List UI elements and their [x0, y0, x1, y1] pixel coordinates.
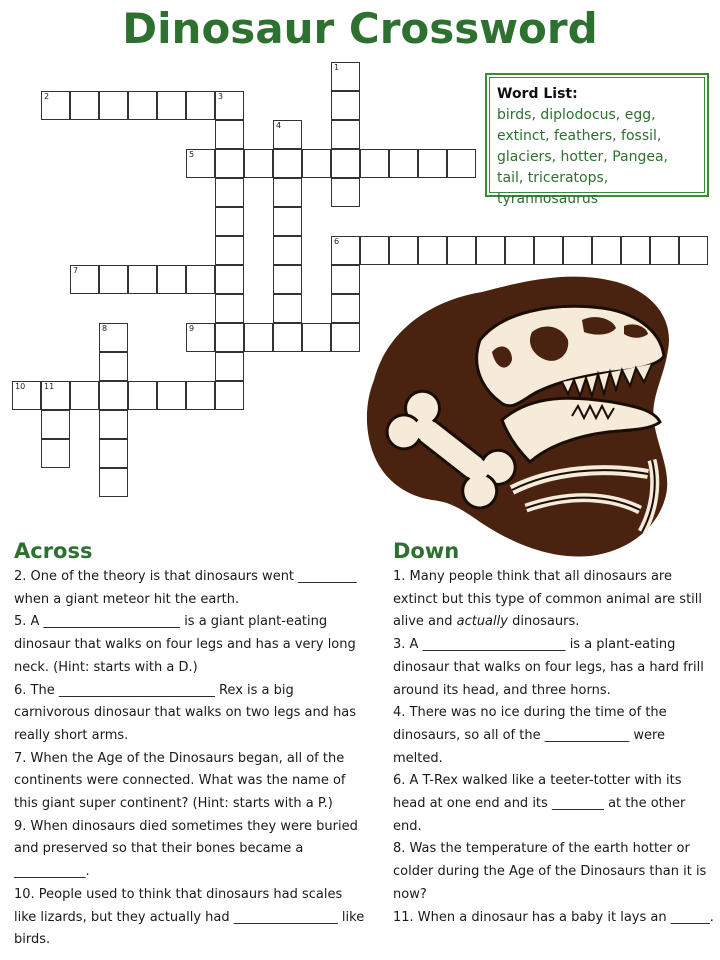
across-clue: 7. When the Age of the Dinosaurs began, all of the continents were connected. What was the name of this giant super continent? (Hint: starts with a P.)	[14, 750, 346, 812]
crossword-cell[interactable]	[186, 381, 215, 410]
crossword-cell[interactable]	[99, 323, 128, 352]
down-heading: Down	[393, 539, 460, 563]
crossword-cell[interactable]	[215, 120, 244, 149]
clue-number: 2	[44, 92, 50, 101]
down-clue: 8. Was the temperature of the earth hotter or colder during the Age of the Dinosaurs than it is now?	[393, 841, 707, 902]
crossword-cell[interactable]	[186, 91, 215, 120]
crossword-cell[interactable]	[476, 236, 505, 265]
across-clue: 5. A _____________________ is a giant plant-eating dinosaur that walks on four legs and has a very long neck. (Hint: starts with a D.)	[14, 614, 356, 675]
page-title: Dinosaur Crossword	[122, 4, 598, 53]
across-clue: 9. When dinosaurs died sometimes they were buried and preserved so that their bones became a ___________.	[14, 818, 358, 880]
crossword-cell[interactable]	[389, 149, 418, 178]
crossword-cell[interactable]	[563, 236, 592, 265]
down-clue	[393, 566, 715, 634]
crossword-cell[interactable]	[273, 149, 302, 178]
word-list-box	[485, 73, 709, 207]
crossword-cell[interactable]	[157, 265, 186, 294]
crossword-cell[interactable]	[99, 381, 128, 410]
crossword-cell[interactable]	[331, 120, 360, 149]
across-clue: 2. One of the theory is that dinosaurs went _________ when a giant meteor hit the earth.	[14, 569, 357, 607]
crossword-cell[interactable]	[592, 236, 621, 265]
crossword-cell[interactable]	[128, 91, 157, 120]
across-clue: 6. The ________________________ Rex is a big carnivorous dinosaur that walks on two legs and has really short arms.	[14, 682, 357, 743]
crossword-cell[interactable]	[331, 91, 360, 120]
crossword-cell[interactable]	[273, 265, 302, 294]
crossword-cell[interactable]	[41, 381, 70, 410]
down-clue-text: dinosaurs.	[507, 614, 580, 630]
crossword-cell[interactable]	[621, 236, 650, 265]
crossword-cell[interactable]	[12, 381, 41, 410]
word-list-words: birds, diplodocus, egg, extinct, feathers, fossil, glaciers, hotter, Pangea, tail, triceratops, tyrannosaurus	[497, 107, 668, 207]
across-clue: 10. People used to think that dinosaurs had scales like lizards, but they actually had ________________ like birds.	[14, 886, 365, 948]
crossword-cell[interactable]	[389, 236, 418, 265]
clue-number: 9	[189, 324, 195, 333]
crossword-cell[interactable]	[99, 352, 128, 381]
crossword-cell[interactable]	[273, 178, 302, 207]
crossword-cell[interactable]	[447, 236, 476, 265]
clue-number: 4	[276, 121, 282, 130]
crossword-cell[interactable]	[215, 236, 244, 265]
crossword-cell[interactable]	[331, 265, 360, 294]
clue-number: 7	[73, 266, 79, 275]
crossword-cell[interactable]	[534, 236, 563, 265]
crossword-cell[interactable]	[244, 149, 273, 178]
crossword-cell[interactable]	[273, 120, 302, 149]
crossword-cell[interactable]	[302, 149, 331, 178]
across-heading: Across	[14, 539, 93, 563]
clue-number: 8	[102, 324, 108, 333]
crossword-cell[interactable]	[273, 236, 302, 265]
crossword-cell[interactable]	[447, 149, 476, 178]
crossword-cell[interactable]	[331, 236, 360, 265]
crossword-cell[interactable]	[360, 149, 389, 178]
clue-number: 1	[334, 63, 340, 72]
crossword-cell[interactable]	[99, 91, 128, 120]
crossword-cell[interactable]	[186, 149, 215, 178]
crossword-cell[interactable]	[215, 294, 244, 323]
crossword-cell[interactable]	[273, 323, 302, 352]
crossword-cell[interactable]	[41, 91, 70, 120]
crossword-cell[interactable]	[331, 323, 360, 352]
crossword-cell[interactable]	[41, 410, 70, 439]
crossword-cell[interactable]	[215, 178, 244, 207]
down-clue-list	[393, 566, 715, 929]
crossword-cell[interactable]	[215, 207, 244, 236]
crossword-cell[interactable]	[273, 294, 302, 323]
crossword-cell[interactable]	[41, 439, 70, 468]
down-clue: 11. When a dinosaur has a baby it lays an ______.	[393, 909, 714, 925]
clue-number: 11	[44, 382, 55, 391]
crossword-cell[interactable]	[244, 323, 273, 352]
crossword-cell[interactable]	[128, 381, 157, 410]
crossword-cell[interactable]	[679, 236, 708, 265]
crossword-cell[interactable]	[331, 149, 360, 178]
clue-number: 5	[189, 150, 195, 159]
down-clue: 4. There was no ice during the time of the dinosaurs, so all of the _____________ were melted.	[393, 705, 667, 766]
clue-number: 3	[218, 92, 224, 101]
crossword-cell[interactable]	[215, 381, 244, 410]
crossword-cell[interactable]	[186, 323, 215, 352]
down-clue-emphasis: actually	[456, 614, 508, 630]
crossword-cell[interactable]	[331, 294, 360, 323]
down-clue-text: 1. Many people think that all dinosaurs are extinct but this type of common animal are still alive and	[393, 569, 703, 630]
crossword-cell[interactable]	[99, 265, 128, 294]
crossword-cell[interactable]	[418, 149, 447, 178]
crossword-cell[interactable]	[505, 236, 534, 265]
crossword-cell[interactable]	[70, 381, 99, 410]
crossword-cell[interactable]	[215, 352, 244, 381]
crossword-cell[interactable]	[99, 468, 128, 497]
crossword-cell[interactable]	[157, 381, 186, 410]
crossword-cell[interactable]	[128, 265, 157, 294]
crossword-cell[interactable]	[215, 149, 244, 178]
down-clue: 3. A ______________________ is a plant-eating dinosaur that walks on four legs, has a hard frill around its head, and three horns.	[393, 637, 704, 698]
clue-number: 10	[15, 382, 26, 391]
crossword-cell[interactable]	[99, 410, 128, 439]
crossword-cell[interactable]	[215, 323, 244, 352]
crossword-cell[interactable]	[273, 207, 302, 236]
crossword-cell[interactable]	[70, 91, 99, 120]
crossword-cell[interactable]	[650, 236, 679, 265]
crossword-cell[interactable]	[360, 236, 389, 265]
crossword-cell[interactable]	[99, 439, 128, 468]
crossword-cell[interactable]	[418, 236, 447, 265]
clue-number: 6	[334, 237, 340, 246]
crossword-cell[interactable]	[215, 91, 244, 120]
crossword-cell[interactable]	[157, 91, 186, 120]
dinosaur-fossil-icon	[362, 270, 682, 560]
crossword-cell[interactable]	[331, 62, 360, 91]
crossword-cell[interactable]	[186, 265, 215, 294]
crossword-cell[interactable]	[302, 323, 331, 352]
crossword-cell[interactable]	[215, 265, 244, 294]
crossword-cell[interactable]	[70, 265, 99, 294]
down-clue: 6. A T-Rex walked like a teeter-totter with its head at one end and its ________ at the other end.	[393, 773, 686, 834]
across-clue-list	[14, 566, 366, 952]
crossword-cell[interactable]	[331, 178, 360, 207]
word-list-heading: Word List:	[497, 86, 578, 102]
